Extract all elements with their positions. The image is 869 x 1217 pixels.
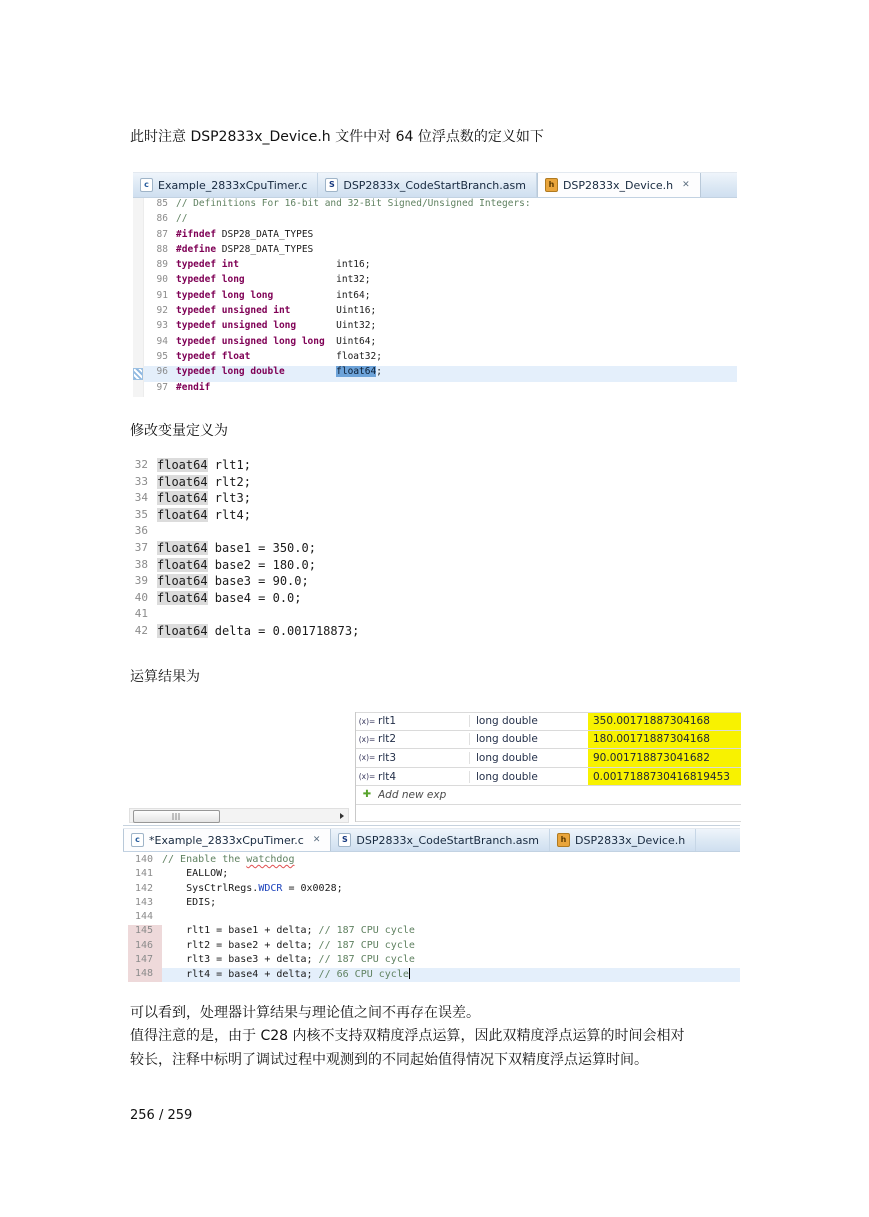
tab-label: DSP2833x_CodeStartBranch.asm xyxy=(343,178,526,192)
watch-type: long double xyxy=(469,733,588,745)
code-segment: float64 xyxy=(157,491,208,506)
code-line-145[interactable] xyxy=(123,925,740,939)
code-line-41[interactable] xyxy=(128,607,458,624)
code-text xyxy=(162,940,740,954)
code-segment: typedef long xyxy=(176,274,245,286)
code-line-146[interactable] xyxy=(123,940,740,954)
code-text xyxy=(176,366,737,381)
code-segment: #ifndef xyxy=(176,228,217,240)
code-segment: rlt4 = base4 + delta; xyxy=(162,969,319,980)
code-line-140[interactable] xyxy=(123,854,740,868)
tab-example-2833xcputimer-c[interactable] xyxy=(133,173,318,197)
code-segment: SysCtrlRegs. xyxy=(162,882,259,894)
line-number: 96 xyxy=(156,366,168,378)
code-text xyxy=(176,305,737,320)
watch-row-rlt1[interactable] xyxy=(356,712,741,731)
code-segment: // Definitions For 16-bit and 32-Bit Signed/Unsigned Integers: xyxy=(176,198,531,209)
tab-dsp2833x-codestartbranch-asm[interactable] xyxy=(318,173,537,197)
tab-label: *Example_2833xCpuTimer.c xyxy=(149,833,304,847)
watch-name: rlt2 xyxy=(378,733,397,746)
caption-result: 运算结果为 xyxy=(130,669,200,685)
code-segment: #define xyxy=(176,243,217,255)
code-line-93[interactable] xyxy=(133,320,737,335)
editor1-tabbar xyxy=(133,172,737,198)
watch-row-rlt3[interactable] xyxy=(356,749,741,768)
code-text xyxy=(162,897,740,911)
expression-icon: (x)= xyxy=(358,753,376,763)
watch-empty-row xyxy=(356,805,741,822)
code-line-35[interactable] xyxy=(128,508,458,525)
line-number: 90 xyxy=(156,274,168,286)
code-segment xyxy=(285,366,336,377)
code-line-143[interactable] xyxy=(123,897,740,911)
code-line-87[interactable] xyxy=(133,229,737,244)
code-line-91[interactable] xyxy=(133,290,737,305)
code-segment: typedef float xyxy=(176,350,251,362)
line-number: 85 xyxy=(156,198,168,209)
tab-label: DSP2833x_CodeStartBranch.asm xyxy=(356,833,539,847)
code-text xyxy=(162,868,740,882)
code-text xyxy=(176,244,737,259)
code-segment: float64 xyxy=(157,623,208,638)
watch-value: 180.00171887304168 xyxy=(588,731,741,749)
code-line-85[interactable] xyxy=(133,198,737,213)
code-segment: // xyxy=(176,213,188,225)
line-number: 38 xyxy=(134,557,148,571)
code-segment: float64 xyxy=(157,458,208,472)
code-segment: float64 xyxy=(336,366,377,378)
code-segment: typedef unsigned long long xyxy=(176,335,325,347)
code-line-89[interactable] xyxy=(133,259,737,274)
code-segment: rlt4; xyxy=(207,507,251,522)
code-text xyxy=(157,491,458,508)
file-type-icon: S xyxy=(325,178,338,192)
code-line-32[interactable] xyxy=(128,458,458,475)
file-type-icon: S xyxy=(338,833,351,847)
code-line-88[interactable] xyxy=(133,244,737,259)
annotation-ruler xyxy=(123,883,128,897)
code-segment: Uint32; xyxy=(296,320,377,332)
code-line-92[interactable] xyxy=(133,305,737,320)
line-number: 144 xyxy=(134,911,153,922)
code-text xyxy=(162,968,740,982)
line-number: 147 xyxy=(128,954,162,968)
line-number: 41 xyxy=(134,607,148,621)
line-number: 91 xyxy=(156,289,168,301)
code-text xyxy=(157,574,458,591)
code-line-95[interactable] xyxy=(133,351,737,366)
horizontal-scrollbar[interactable] xyxy=(129,808,349,823)
code-text xyxy=(176,336,737,351)
annotation-ruler xyxy=(133,244,144,259)
code-line-34[interactable] xyxy=(128,491,458,508)
annotation-ruler xyxy=(123,968,128,982)
line-number: 36 xyxy=(134,524,148,538)
add-icon: ✚ xyxy=(362,789,372,801)
line-number: 142 xyxy=(134,882,153,894)
annotation-ruler xyxy=(123,868,128,882)
file-type-icon: h xyxy=(557,833,570,847)
editor2-code[interactable] xyxy=(128,458,458,643)
code-segment: base4 = 0.0; xyxy=(207,590,302,605)
line-number: 94 xyxy=(156,335,168,347)
code-text xyxy=(176,382,737,397)
code-segment: float64 xyxy=(157,557,208,572)
panel-divider xyxy=(123,825,740,826)
code-segment: rlt3 = base3 + delta; xyxy=(162,953,319,965)
code-text xyxy=(176,229,737,244)
conclusion-line: 可以看到，处理器计算结果与理论值之间不再存在误差。 xyxy=(130,1005,480,1021)
code-segment: rlt3; xyxy=(207,491,251,506)
annotation-ruler xyxy=(133,305,144,320)
code-segment: typedef long long xyxy=(176,289,274,301)
code-segment: float64 xyxy=(157,474,208,489)
code-segment: float64 xyxy=(157,507,208,522)
code-segment: rlt1; xyxy=(207,458,251,472)
scrollbar-grip-icon xyxy=(172,813,181,820)
line-number: 88 xyxy=(156,243,168,255)
line-number: 95 xyxy=(156,350,168,362)
add-new-expression-label: Add new exp xyxy=(378,789,447,802)
editor1-screenshot xyxy=(133,172,737,398)
watch-value: 0.0017188730416819453 xyxy=(588,768,741,786)
annotation-ruler xyxy=(133,213,144,228)
annotation-ruler xyxy=(123,954,128,968)
watch-expressions-panel[interactable] xyxy=(355,712,741,822)
expression-icon: (x)= xyxy=(358,772,376,782)
watch-value: 350.00171887304168 xyxy=(588,713,741,730)
watch-type: long double xyxy=(469,771,588,783)
code-segment: delta = 0.001718873; xyxy=(207,623,360,638)
tab-dsp2833x-codestartbranch-asm[interactable] xyxy=(331,829,550,851)
line-number: 34 xyxy=(134,491,148,505)
code-text xyxy=(157,508,458,525)
close-icon[interactable]: ✕ xyxy=(312,835,321,845)
code-text xyxy=(157,458,458,475)
code-text xyxy=(162,925,740,939)
text-caret xyxy=(409,968,410,979)
code-text xyxy=(176,213,737,228)
code-segment: DSP28_DATA_TYPES xyxy=(216,228,314,240)
line-number: 37 xyxy=(134,540,148,554)
code-segment: typedef long double xyxy=(176,366,285,378)
code-line-94[interactable] xyxy=(133,336,737,351)
line-number: 86 xyxy=(156,213,168,225)
code-text xyxy=(157,591,458,608)
code-line-90[interactable] xyxy=(133,274,737,289)
code-segment: float64 xyxy=(157,540,208,555)
code-line-37[interactable] xyxy=(128,541,458,558)
line-number: 42 xyxy=(134,623,148,637)
code-segment: #endif xyxy=(176,381,211,393)
expression-icon: (x)= xyxy=(358,734,376,744)
code-segment: DSP28_DATA_TYPES xyxy=(216,243,314,255)
code-text xyxy=(157,524,458,541)
code-text xyxy=(176,320,737,335)
code-line-144[interactable] xyxy=(123,911,740,925)
annotation-ruler xyxy=(123,911,128,925)
code-text xyxy=(162,911,740,925)
tab-dsp2833x-device-h[interactable] xyxy=(537,173,701,197)
code-text xyxy=(176,274,737,289)
conclusion-line: 值得注意的是，由于 C28 内核不支持双精度浮点运算，因此双精度浮点运算的时间会相对 xyxy=(130,1028,685,1045)
code-line-38[interactable] xyxy=(128,558,458,575)
line-number: 89 xyxy=(156,259,168,271)
scrollbar-thumb[interactable] xyxy=(133,810,220,823)
watch-row-rlt2[interactable] xyxy=(356,731,741,750)
code-segment: // 187 CPU cycle xyxy=(318,925,415,937)
annotation-ruler xyxy=(133,259,144,274)
line-number: 141 xyxy=(134,868,153,880)
annotation-ruler xyxy=(123,897,128,911)
line-number: 140 xyxy=(134,854,153,865)
code-segment: base2 = 180.0; xyxy=(207,557,316,572)
code-text xyxy=(157,624,458,641)
tab-label: Example_2833xCpuTimer.c xyxy=(158,178,308,192)
code-segment: int32; xyxy=(244,274,371,286)
code-line-141[interactable] xyxy=(123,868,740,882)
code-text xyxy=(176,351,737,366)
watch-value: 90.001718873041682 xyxy=(588,749,741,767)
watch-name: rlt4 xyxy=(378,770,397,783)
code-segment: Uint16; xyxy=(290,305,377,317)
code-segment: int64; xyxy=(273,289,371,301)
code-line-36[interactable] xyxy=(128,524,458,541)
code-segment: base3 = 90.0; xyxy=(207,574,309,589)
code-line-96[interactable] xyxy=(133,366,737,381)
line-number: 93 xyxy=(156,320,168,332)
annotation-ruler xyxy=(133,351,144,366)
tab-example-2833xcputimer-c[interactable] xyxy=(123,829,331,851)
line-marker-icon xyxy=(133,366,144,381)
annotation-ruler xyxy=(133,274,144,289)
line-number: 145 xyxy=(128,925,162,939)
code-text xyxy=(176,198,737,213)
line-number: 146 xyxy=(128,940,162,954)
annotation-ruler xyxy=(133,320,144,335)
line-number: 40 xyxy=(134,590,148,604)
annotation-ruler xyxy=(133,336,144,351)
code-line-86[interactable] xyxy=(133,213,737,228)
code-line-39[interactable] xyxy=(128,574,458,591)
code-segment: EDIS; xyxy=(162,896,217,908)
code-line-148[interactable] xyxy=(123,968,740,982)
watch-row-rlt4[interactable] xyxy=(356,768,741,787)
code-segment: rlt2 = base2 + delta; xyxy=(162,939,319,951)
code-line-147[interactable] xyxy=(123,954,740,968)
code-segment: float32; xyxy=(250,350,382,362)
line-number: 32 xyxy=(134,458,148,471)
code-segment: Uint64; xyxy=(324,335,377,347)
editor1-code[interactable] xyxy=(133,198,737,398)
conclusion-text xyxy=(130,1002,685,1072)
code-segment: base1 = 350.0; xyxy=(207,540,316,555)
line-number: 39 xyxy=(134,574,148,588)
tab-label: DSP2833x_Device.h xyxy=(562,178,674,192)
watch-type: long double xyxy=(469,715,588,727)
code-text xyxy=(176,290,737,305)
caption-modify: 修改变量定义为 xyxy=(130,423,228,439)
code-segment: float64 xyxy=(157,590,208,605)
tab-label: DSP2833x_Device.h xyxy=(575,833,686,847)
line-number: 143 xyxy=(134,896,153,908)
code-segment: int16; xyxy=(238,259,371,271)
line-number: 35 xyxy=(134,507,148,521)
code-segment: typedef unsigned long xyxy=(176,320,297,332)
code-segment: // 187 CPU cycle xyxy=(318,939,415,951)
annotation-ruler xyxy=(133,229,144,244)
code-segment: // 66 CPU cycle xyxy=(318,969,409,980)
line-number: 97 xyxy=(156,381,168,393)
code-segment: EALLOW; xyxy=(162,868,229,880)
code-segment: typedef int xyxy=(176,259,239,271)
scrollbar-right-arrow-icon[interactable] xyxy=(340,813,344,819)
code-line-40[interactable] xyxy=(128,591,458,608)
code-text xyxy=(162,954,740,968)
editor2-screenshot xyxy=(128,458,458,643)
conclusion-line: 较长，注释中标明了调试过程中观测到的不同起始值得情况下双精度浮点运算时间。 xyxy=(130,1051,648,1068)
code-segment: = 0x0028; xyxy=(282,882,343,894)
code-segment: rlt1 = base1 + delta; xyxy=(162,925,319,937)
editor3-screenshot xyxy=(123,705,740,986)
annotation-ruler xyxy=(133,382,144,397)
code-text xyxy=(157,541,458,558)
editor3-tabbar xyxy=(123,828,740,852)
code-segment: typedef unsigned int xyxy=(176,305,291,317)
expression-icon: (x)= xyxy=(358,716,376,726)
file-type-icon: c xyxy=(131,833,144,847)
code-text xyxy=(162,854,740,868)
line-number: 33 xyxy=(134,474,148,488)
code-segment: // 187 CPU cycle xyxy=(318,953,415,965)
code-line-97[interactable] xyxy=(133,382,737,397)
annotation-ruler xyxy=(123,940,128,954)
code-text xyxy=(157,558,458,575)
close-icon[interactable]: ✕ xyxy=(682,180,690,190)
line-number: 87 xyxy=(156,228,168,240)
code-text xyxy=(176,259,737,274)
line-number: 92 xyxy=(156,305,168,317)
code-line-142[interactable] xyxy=(123,883,740,897)
code-segment: rlt2; xyxy=(207,474,251,489)
editor3-code[interactable] xyxy=(123,854,740,986)
code-segment: float64 xyxy=(157,574,208,589)
code-text xyxy=(157,607,458,624)
annotation-ruler xyxy=(133,290,144,305)
code-line-33[interactable] xyxy=(128,475,458,492)
code-line-42[interactable] xyxy=(128,624,458,641)
annotation-ruler xyxy=(123,925,128,939)
line-number: 148 xyxy=(128,968,162,982)
code-segment: // Enable the xyxy=(162,854,247,865)
annotation-ruler xyxy=(133,198,144,213)
code-text xyxy=(162,883,740,897)
page-number: 256 / 259 xyxy=(130,1108,193,1123)
watch-name: rlt1 xyxy=(378,715,397,728)
annotation-ruler xyxy=(123,854,128,868)
code-text xyxy=(157,475,458,492)
watch-name: rlt3 xyxy=(378,751,397,764)
intro-text: 此时注意 DSP2833x_Device.h 文件中对 64 位浮点数的定义如下 xyxy=(130,129,544,145)
code-segment: watchdog xyxy=(246,854,295,865)
code-segment: WDCR xyxy=(258,882,283,894)
add-new-expression-row[interactable] xyxy=(356,786,741,805)
tab-dsp2833x-device-h[interactable] xyxy=(550,829,696,851)
watch-type: long double xyxy=(469,752,588,764)
file-type-icon: c xyxy=(140,178,153,192)
code-segment: ; xyxy=(376,366,382,378)
file-type-icon: h xyxy=(545,178,558,192)
